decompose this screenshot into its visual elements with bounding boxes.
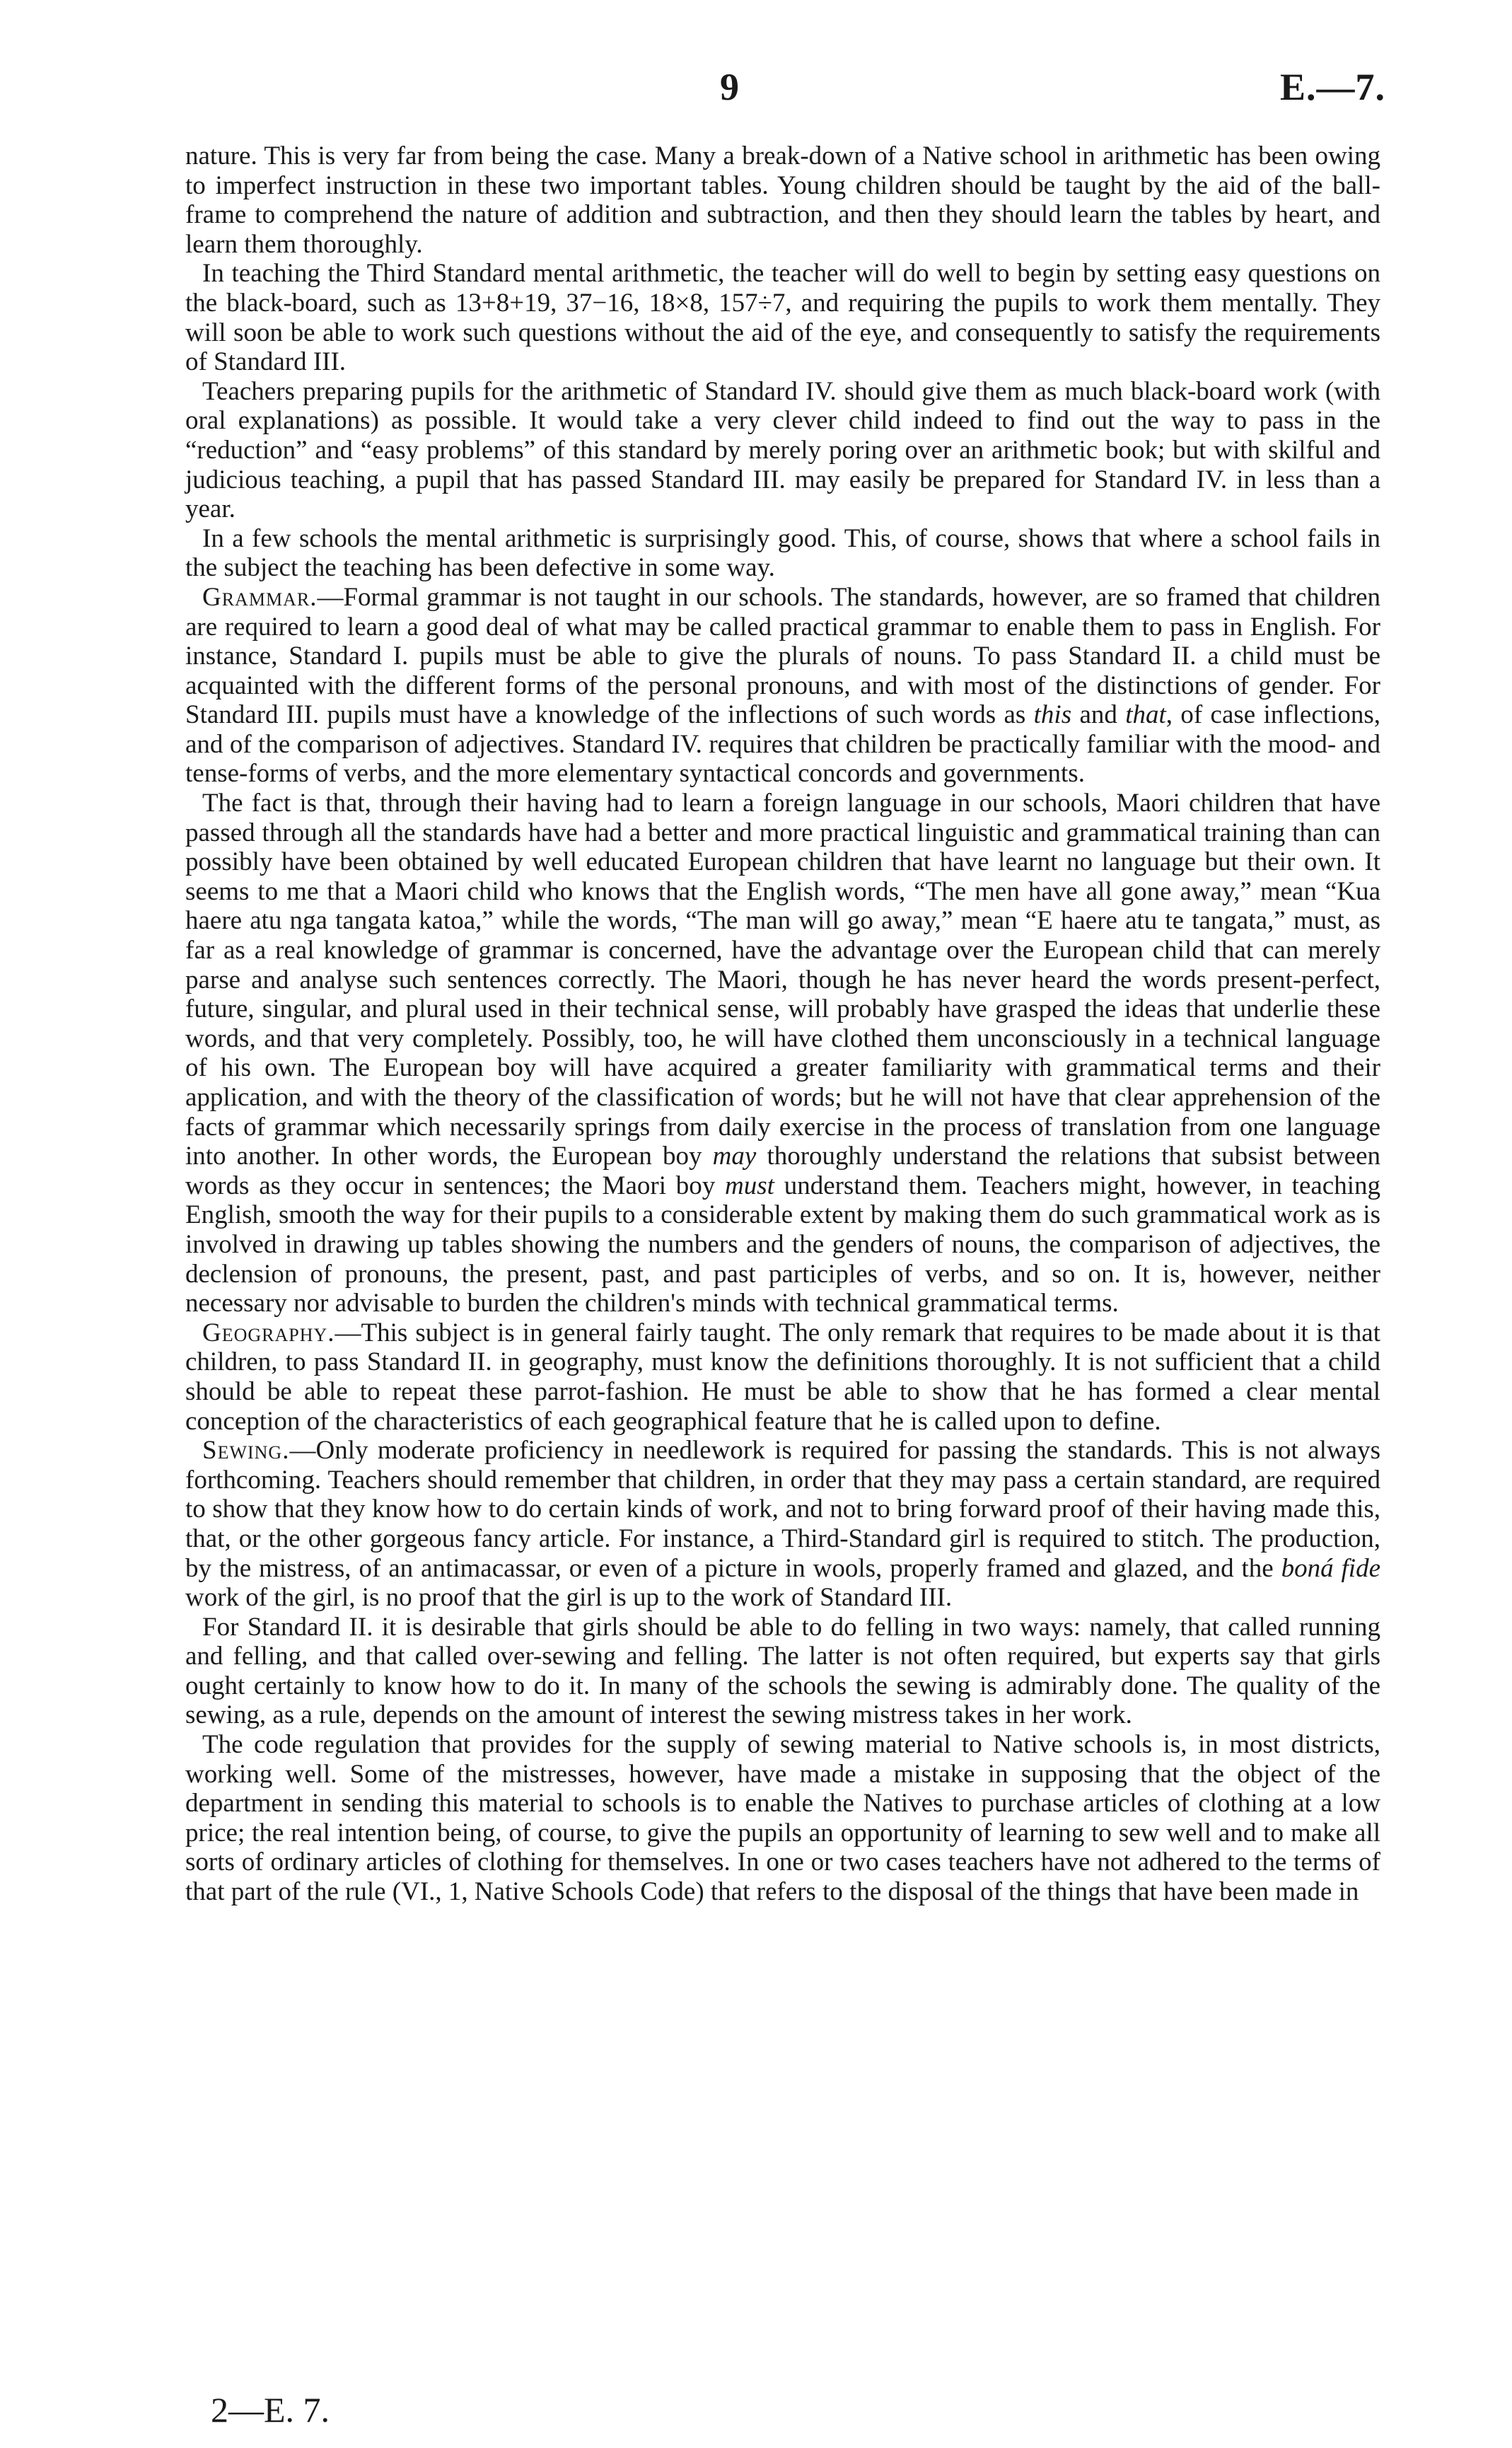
paragraph: For Standard II. it is desirable that girls should be able to do felling in two ways: namely, that called running and felling, and that called over-sewing and felling. The latter is not often required, but experts say that girls ought certainly to know how to do it. In many of the schools the sewing is admirably done. The quality of the sewing, as a rule, depends on the amount of interest the sewing mistress takes in her work. <box>185 1612 1380 1730</box>
body-text <box>185 141 1380 1907</box>
paragraph-sewing: Sewing.—Only moderate proficiency in needlework is required for passing the standards. This is not always forthcoming. Teachers should remember that children, in order that they may pass a certain standard, are required to show that they know how to do certain kinds of work, and not to bring forward proof of their having made this, that, or the other gorgeous fancy article. For instance, a Third-Standard girl is required to stitch. The production, by the mistress, of an antimacassar, or even of a picture in wools, properly framed and glazed, and the boná fide work of the girl, is no proof that the girl is up to the work of Standard III. <box>185 1436 1381 1613</box>
page-number: 9 <box>720 66 739 108</box>
paragraph-grammar: Grammar.—Formal grammar is not taught in our schools. The standards, however, are so framed that children are required to learn a good deal of what may be called practical grammar to enable them to pass in English. For instance, Standard I. pupils must be able to give the plurals of nouns. To pass Standard II. a child must be acquainted with the different forms of the personal pronouns, and with most of the distinctions of gender. For Standard III. pupils must have a knowledge of the inflections of such words as this and that, of case inflections, and of the comparison of adjectives. Standard IV. requires that children be practically familiar with the mood- and tense-forms of verbs, and the more elementary syntactical concords and governments. <box>185 582 1380 789</box>
section-heading-geography: Geography. <box>202 1318 335 1347</box>
section-heading-sewing: Sewing. <box>202 1436 290 1466</box>
paragraph: In a few schools the mental arithmetic is surprisingly good. This, of course, shows that where a school fails in the subject the teaching has been defective in some way. <box>185 523 1380 583</box>
document-code: E.—7. <box>1280 66 1386 108</box>
paragraph-geography: Geography.—This subject is in general fairly taught. The only remark that requires to be made about it is that children, to pass Standard II. in geography, must know the definitions thoroughly. It is not sufficient that a child should be able to repeat these parrot-fashion. He must be able to show that he has formed a clear mental conception of the characteristics of each geographical feature that he is called upon to define. <box>185 1318 1380 1436</box>
paragraph: The fact is that, through their having had to learn a foreign language in our schools, Maori children that have passed through all the standards have had a better and more practical linguistic and grammatical training than can possibly have been obtained by well educated European children that have learnt no language but their own. It seems to me that a Maori child who knows that the English words, “The men have all gone away,” mean “Kua haere atu nga tangata katoa,” while the words, “The man will go away,” mean “E haere atu te tangata,” must, as far as a real knowledge of grammar is concerned, have the advantage over the European child that can merely parse and analyse such sentences correctly. The Maori, though he has never heard the words present-perfect, future, singular, and plural used in their technical sense, will probably have grasped the ideas that underlie these words, and that very completely. Possibly, too, he will have clothed them unconsciously in a technical language of his own. The European boy will have acquired a greater familiarity with grammatical terms and their application, and with the theory of the classification of words; but he will not have that clear apprehension of the facts of grammar which necessarily springs from daily exercise in the process of translation from one language into another. In other words, the European boy may thoroughly understand the relations that subsist between words as they occur in sentences; the Maori boy must understand them. Teachers might, however, in teaching English, smooth the way for their pupils to a considerable extent by making them do such grammatical work as is involved in drawing up tables showing the numbers and the genders of nouns, the comparison of adjectives, the declension of pronouns, the present, past, and past participles of verbs, and so on. It is, however, neither necessary nor advisable to burden the children's minds with technical grammatical terms. <box>185 789 1380 1318</box>
page-header <box>0 65 1512 122</box>
page-signature: 2—E. 7. <box>211 2390 330 2430</box>
paragraph: The code regulation that provides for the supply of sewing material to Native schools is, in most districts, working well. Some of the mistresses, however, have made a mistake in supposing that the object of the department in sending this material to schools is to enable the Natives to purchase articles of clothing at a low price; the real intention being, of course, to give the pupils an opportunity of learning to sew well and to make all sorts of ordinary articles of clothing for themselves. In one or two cases teachers have not adhered to the terms of that part of the rule (VI., 1, Native Schools Code) that refers to the disposal of the things that have been made in <box>185 1730 1380 1907</box>
paragraph: nature. This is very far from being the case. Many a break-down of a Native school in arithmetic has been owing to imperfect instruction in these two important tables. Young children should be taught by the aid of the ball-frame to comprehend the nature of addition and subtraction, and then they should learn the tables by heart, and learn them thoroughly. <box>185 141 1380 259</box>
paragraph: In teaching the Third Standard mental arithmetic, the teacher will do well to begin by setting easy questions on the black-board, such as 13+8+19, 37−16, 18×8, 157÷7, and requiring the pupils to work them mentally. They will soon be able to work such questions without the aid of the eye, and consequently to satisfy the requirements of Standard III. <box>185 259 1380 377</box>
section-heading-grammar: Grammar. <box>202 582 318 612</box>
paragraph: Teachers preparing pupils for the arithmetic of Standard IV. should give them as much black-board work (with oral explanations) as possible. It would take a very clever child indeed to find out the way to pass in the “reduction” and “easy problems” of this standard by merely poring over an arithmetic book; but with skilful and judicious teaching, a pupil that has passed Standard III. may easily be prepared for Standard IV. in less than a year. <box>185 376 1380 524</box>
